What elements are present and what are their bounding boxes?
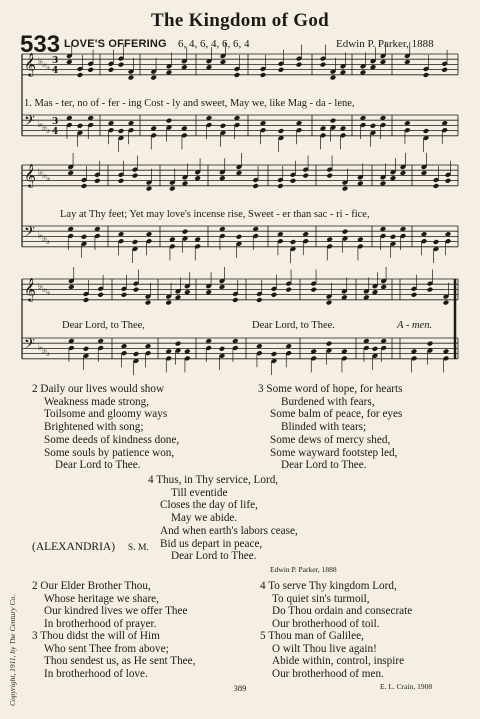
flat-icon: ♭ — [46, 63, 51, 73]
notehead — [278, 128, 284, 133]
notehead — [303, 173, 309, 178]
notehead — [427, 341, 433, 346]
notehead — [219, 346, 225, 351]
verse-line: Do Thou ordain and consecrate — [272, 605, 413, 618]
notehead — [380, 59, 386, 64]
verse-line: O wilt Thou live again! — [272, 642, 377, 655]
flat-icon: ♭ — [42, 285, 47, 295]
stanza-line: Some balm of peace, for eyes — [270, 408, 403, 421]
notehead — [330, 75, 336, 80]
notehead — [342, 229, 348, 234]
lyrics-amen: A - men. — [397, 320, 433, 331]
page-number: 389 — [233, 683, 247, 693]
stanza-line: Till eventide — [171, 486, 228, 499]
notehead — [234, 72, 240, 77]
verse-line: Abide within, control, inspire — [272, 655, 405, 668]
flat-icon: ♭ — [38, 343, 43, 353]
notehead — [290, 178, 296, 183]
tune-title: (ALEXANDRIA) — [32, 541, 116, 553]
notehead — [133, 351, 139, 356]
verse-line: Our brotherhood of men. — [272, 668, 384, 681]
notehead — [433, 239, 439, 244]
notehead — [118, 62, 124, 67]
notehead — [68, 170, 74, 175]
notehead — [423, 128, 429, 133]
notehead — [132, 239, 138, 244]
stanza-line: Toilsome and gloomy ways — [44, 408, 168, 421]
notehead — [83, 346, 89, 351]
notehead — [372, 346, 378, 351]
notehead — [121, 292, 127, 297]
flat-icon: ♭ — [46, 174, 51, 184]
stanza-4 — [148, 474, 298, 563]
notehead — [66, 59, 72, 64]
hymn-title: LOVE'S OFFERING — [64, 38, 167, 50]
bass-clef-icon: 𝄢 — [24, 113, 35, 133]
notehead — [118, 178, 124, 183]
treble-clef-icon: 𝄞 — [24, 277, 36, 301]
flat-icon: ♭ — [38, 168, 43, 178]
notehead — [370, 123, 376, 128]
notehead — [175, 295, 181, 300]
notehead — [81, 183, 87, 188]
verse-line: 4 To serve Thy kingdom Lord, — [260, 580, 397, 592]
notehead — [256, 297, 262, 302]
section-title: The Kingdom of God — [150, 10, 329, 31]
notehead — [77, 72, 83, 77]
notehead — [400, 170, 406, 175]
flat-icon: ♭ — [46, 349, 51, 359]
notehead — [166, 70, 172, 75]
verse-line: Whose heritage we share, — [44, 592, 159, 605]
stanza-3 — [258, 383, 402, 472]
flat-icon: ♭ — [38, 57, 43, 67]
stanza-line: May we abide. — [171, 512, 238, 525]
notehead — [260, 72, 266, 77]
verse-line: Thou sendest us, as He sent Thee, — [44, 655, 196, 668]
notehead — [220, 123, 226, 128]
stanza-line: Some wayward footstep led, — [270, 446, 398, 459]
notehead — [220, 59, 226, 64]
notehead — [195, 176, 201, 181]
stanza-line: Burdened with fears, — [281, 395, 375, 408]
flat-icon: ♭ — [42, 171, 47, 181]
verse-4 — [260, 580, 412, 631]
notehead — [219, 284, 225, 289]
flat-icon: ♭ — [42, 123, 47, 133]
notehead — [326, 341, 332, 346]
notehead — [277, 183, 283, 188]
verse-line: 5 Thou man of Galilee, — [260, 630, 364, 642]
verse-3 — [32, 630, 195, 681]
bass-clef-icon: 𝄢 — [24, 336, 35, 356]
notehead — [83, 297, 89, 302]
notehead — [77, 123, 83, 128]
notehead — [271, 351, 277, 356]
flat-icon: ♭ — [46, 237, 51, 247]
notehead — [370, 65, 376, 70]
lyrics-line-2: Lay at Thy feet; Yet may love's incense rise, Sweet - er than sac - ri - fice, — [60, 209, 370, 220]
notehead — [311, 287, 317, 292]
stanza-line: Some dews of mercy shed, — [270, 433, 391, 446]
time-signature: 3 — [52, 117, 59, 127]
notehead — [427, 287, 433, 292]
notehead — [236, 170, 242, 175]
notehead — [133, 287, 139, 292]
hymn-meter: 6, 4, 6, 4, 6, 6, 4 — [178, 38, 250, 50]
notehead — [94, 178, 100, 183]
notehead — [182, 181, 188, 186]
flat-icon: ♭ — [42, 60, 47, 70]
lyrics-line-3b: Dear Lord, to Thee. — [252, 320, 335, 331]
stanza-line: Weakness made strong, — [44, 395, 150, 408]
notehead — [342, 186, 348, 191]
tune-name — [32, 541, 149, 553]
notehead — [341, 295, 347, 300]
notehead — [206, 290, 212, 295]
notehead — [98, 292, 104, 297]
verse-line: In brotherhood of prayer. — [44, 618, 157, 631]
flat-icon: ♭ — [38, 231, 43, 241]
notehead — [182, 229, 188, 234]
notehead — [390, 176, 396, 181]
stanza-line: Some deeds of kindness done, — [44, 433, 180, 446]
notehead — [206, 65, 212, 70]
notehead — [381, 284, 387, 289]
verse-line: To quiet sin's turmoil, — [272, 592, 370, 605]
notehead — [253, 183, 259, 188]
notehead — [128, 75, 134, 80]
notehead — [166, 300, 172, 305]
verse-line: 2 Our Elder Brother Thou, — [32, 580, 151, 592]
treble-clef-icon: 𝄞 — [24, 163, 36, 187]
notehead — [442, 67, 448, 72]
notehead — [411, 292, 417, 297]
flat-icon: ♭ — [42, 346, 47, 356]
stanza-line: Some souls by patience won, — [44, 446, 175, 459]
notehead — [372, 290, 378, 295]
verse-line: 3 Thou didst the will of Him — [32, 630, 160, 642]
notehead — [445, 178, 451, 183]
notehead — [286, 287, 292, 292]
verse-line: Our kindred lives we offer Thee — [44, 605, 188, 618]
flat-icon: ♭ — [38, 282, 43, 292]
notehead — [108, 67, 114, 72]
stanza-line: Blinded with tears; — [281, 421, 367, 434]
notehead — [290, 239, 296, 244]
hymn-author: Edwin P. Parker, 1888 — [336, 38, 434, 50]
notehead — [145, 300, 151, 305]
flat-icon: ♭ — [46, 288, 51, 298]
notehead — [326, 300, 332, 305]
stanza-2 — [32, 383, 179, 472]
stanza-line: Dear Lord to Thee. — [55, 459, 141, 472]
bass-clef-icon: 𝄢 — [24, 224, 35, 244]
notehead — [330, 118, 336, 123]
stanza-line: Bid us depart in peace, — [160, 537, 263, 550]
verse-line: In brotherhood of love. — [44, 668, 148, 681]
notehead — [423, 72, 429, 77]
time-signature: 4 — [52, 66, 59, 76]
notehead — [360, 70, 366, 75]
treble-clef-icon: 𝄞 — [24, 52, 36, 76]
notehead — [296, 62, 302, 67]
notehead — [340, 70, 346, 75]
notehead — [166, 118, 172, 123]
notehead — [236, 234, 242, 239]
stanza-line: Dear Lord to Thee. — [171, 550, 257, 563]
notehead — [380, 181, 386, 186]
notehead — [433, 183, 439, 188]
stanza-line: 2 Daily our lives would show — [32, 383, 165, 395]
notehead — [219, 176, 225, 181]
notehead — [320, 62, 326, 67]
notehead — [443, 300, 449, 305]
flat-icon: ♭ — [38, 120, 43, 130]
notehead — [151, 75, 157, 80]
stanza-line: And when earth's labors cease, — [160, 524, 298, 537]
notehead — [271, 292, 277, 297]
notehead — [88, 67, 94, 72]
stanza-line: 3 Some word of hope, for hearts — [258, 383, 403, 395]
notehead — [81, 234, 87, 239]
notehead — [357, 181, 363, 186]
verse-2 — [32, 580, 187, 631]
notehead — [421, 170, 427, 175]
stanza-line: Closes the day of life, — [160, 499, 258, 512]
lyrics-line-1: 1. Mas - ter, no of - fer - ing Cost - ly and sweet, May we, like Mag - da - lene, — [24, 98, 355, 109]
time-signature: 3 — [52, 56, 59, 66]
verse-5 — [260, 630, 404, 681]
notehead — [175, 341, 181, 346]
tune-meter: S. M. — [127, 543, 149, 553]
time-signature: 4 — [52, 127, 59, 137]
stanza-credit: Edwin P. Parker, 1888 — [270, 565, 337, 574]
notehead — [184, 290, 190, 295]
verse-line: Who sent Thee from above; — [44, 642, 169, 655]
notehead — [327, 173, 333, 178]
notehead — [363, 295, 369, 300]
verse-line: Our brotherhood of toil. — [272, 618, 380, 631]
flat-icon: ♭ — [42, 234, 47, 244]
hymn-number: 533 — [20, 31, 61, 58]
stanza-line: Dear Lord to Thee. — [281, 459, 367, 472]
flat-icon: ♭ — [46, 126, 51, 136]
lyrics-line-3a: Dear Lord, to Thee, — [62, 320, 145, 331]
stanza-line: 4 Thus, in Thy service, Lord, — [148, 474, 279, 486]
verse-credit: E. L. Crain, 1908 — [380, 682, 433, 691]
notehead — [146, 186, 152, 191]
notehead — [390, 234, 396, 239]
notehead — [404, 59, 410, 64]
notehead — [181, 65, 187, 70]
notehead — [232, 297, 238, 302]
stanza-line: Brightened with song; — [44, 421, 144, 434]
notehead — [169, 186, 175, 191]
notehead — [118, 128, 124, 133]
notehead — [278, 67, 284, 72]
notehead — [68, 284, 74, 289]
notehead — [132, 173, 138, 178]
copyright-text: Copyright, 1911, by The Century Co. — [8, 594, 17, 706]
